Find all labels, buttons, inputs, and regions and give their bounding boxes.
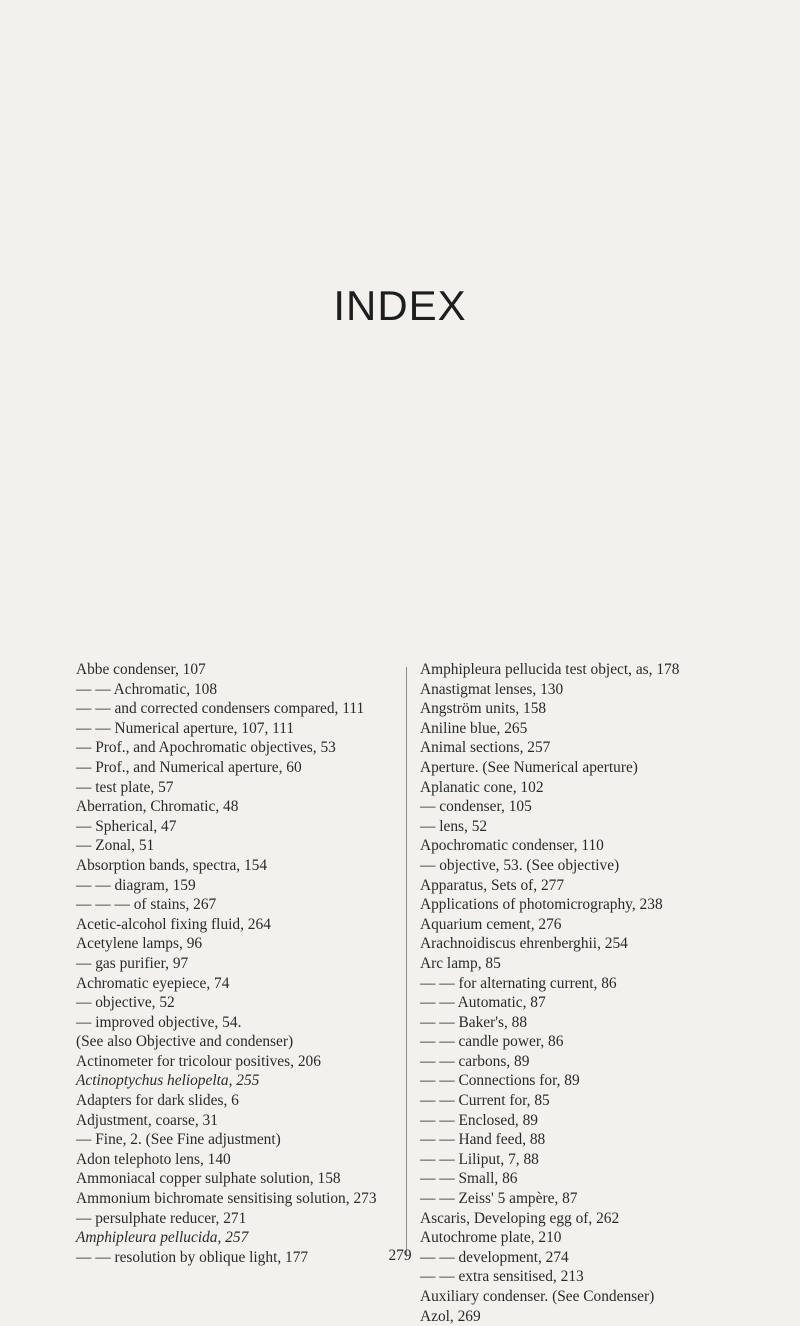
- index-entry: — — Baker's, 88: [420, 1013, 528, 1031]
- index-entry: Apochromatic condenser, 110: [420, 837, 604, 855]
- index-entry: — — candle power, 86: [420, 1033, 564, 1051]
- index-entry: Ammoniacal copper sulphate solution, 158: [76, 1170, 341, 1188]
- index-entry: — — Current for, 85: [420, 1092, 550, 1110]
- index-entry: — gas purifier, 97: [76, 954, 189, 972]
- index-entry: Absorption bands, spectra, 154: [76, 856, 268, 874]
- index-entry: — condenser, 105: [420, 798, 532, 816]
- index-entry: — Spherical, 47: [76, 817, 177, 835]
- index-entry: Aquarium cement, 276: [420, 915, 562, 933]
- index-entry: — — Enclosed, 89: [420, 1111, 538, 1129]
- index-entry: — — diagram, 159: [76, 876, 196, 894]
- index-entry: — — Automatic, 87: [420, 994, 546, 1012]
- index-entry: Arc lamp, 85: [420, 954, 501, 972]
- index-entry: — — carbons, 89: [420, 1052, 530, 1070]
- index-entry: — — extra sensitised, 213: [420, 1268, 584, 1286]
- index-entry: Applications of photomicrography, 238: [420, 896, 663, 914]
- index-entry: Actinometer for tricolour positives, 206: [76, 1052, 321, 1070]
- index-entry: Autochrome plate, 210: [420, 1229, 562, 1247]
- index-entry: — — Numerical aperture, 107, 111: [76, 719, 295, 737]
- index-entry: — improved objective, 54.: [76, 1013, 242, 1031]
- index-entry: Apparatus, Sets of, 277: [420, 876, 565, 894]
- index-entry: — — and corrected condensers compared, 111: [76, 700, 365, 718]
- index-entry: Adon telephoto lens, 140: [76, 1150, 231, 1168]
- index-entry: (See also Objective and condenser): [76, 1033, 294, 1051]
- index-entry: Ascaris, Developing egg of, 262: [420, 1209, 620, 1227]
- index-entry: — — — of stains, 267: [76, 896, 217, 914]
- index-entry: — lens, 52: [420, 817, 488, 835]
- index-entry: — — for alternating current, 86: [420, 974, 617, 992]
- page-title: INDEX: [333, 282, 467, 329]
- index-entry: Actinoptychus heliopelta, 255: [76, 1072, 260, 1090]
- index-entry: — — Hand feed, 88: [420, 1131, 546, 1149]
- page-number: 279: [388, 1247, 412, 1264]
- index-entry: — — Small, 86: [420, 1170, 518, 1188]
- index-entry: Aperture. (See Numerical aperture): [420, 758, 638, 776]
- index-entry: — Prof., and Apochromatic objectives, 53: [76, 739, 336, 757]
- index-entry: Anastigmat lenses, 130: [420, 680, 564, 698]
- index-entry: — — Zeiss' 5 ampère, 87: [420, 1190, 578, 1208]
- column-divider: [406, 667, 407, 1257]
- index-entry: Animal sections, 257: [420, 739, 551, 757]
- index-entry: Auxiliary condenser. (See Condenser): [420, 1288, 655, 1305]
- index-entry: Ammonium bichromate sensitising solution, 273: [76, 1190, 377, 1208]
- index-column-left: [76, 660, 394, 1267]
- index-entry: — Prof., and Numerical aperture, 60: [76, 758, 302, 776]
- index-entry: — test plate, 57: [76, 778, 174, 796]
- index-entry: — Fine, 2. (See Fine adjustment): [76, 1131, 281, 1149]
- index-entry: Amphipleura pellucida, 257: [76, 1229, 249, 1247]
- index-entry: Acetic-alcohol fixing fluid, 264: [76, 915, 271, 933]
- index-entry: Arachnoidiscus ehrenberghii, 254: [420, 935, 628, 953]
- index-entry: — — Liliput, 7, 88: [420, 1150, 539, 1168]
- index-entry: Abbe condenser, 107: [76, 661, 206, 678]
- index-entry: — — Achromatic, 108: [76, 680, 218, 698]
- index-entry: Achromatic eyepiece, 74: [76, 974, 230, 992]
- index-entry: Acetylene lamps, 96: [76, 935, 203, 953]
- index-entry: Azol, 269: [420, 1307, 481, 1325]
- index-entry: — Zonal, 51: [76, 837, 155, 855]
- index-column-right: [420, 660, 726, 1326]
- index-entry: Amphipleura pellucida test object, as, 178: [420, 661, 680, 678]
- index-entry: Adjustment, coarse, 31: [76, 1111, 218, 1129]
- index-entry: — objective, 52: [76, 994, 175, 1012]
- index-entry: Angström units, 158: [420, 700, 547, 718]
- index-entry: Aniline blue, 265: [420, 719, 528, 737]
- index-entry: — — Connections for, 89: [420, 1072, 580, 1090]
- index-entry: Aberration, Chromatic, 48: [76, 798, 239, 816]
- index-entry: Adapters for dark slides, 6: [76, 1092, 239, 1110]
- index-entry: — — development, 274: [420, 1248, 569, 1266]
- index-entry: — persulphate reducer, 271: [76, 1209, 247, 1227]
- index-entry: — — resolution by oblique light, 177: [76, 1248, 309, 1266]
- index-entry: — objective, 53. (See objective): [420, 856, 620, 874]
- index-entry: Aplanatic cone, 102: [420, 778, 544, 796]
